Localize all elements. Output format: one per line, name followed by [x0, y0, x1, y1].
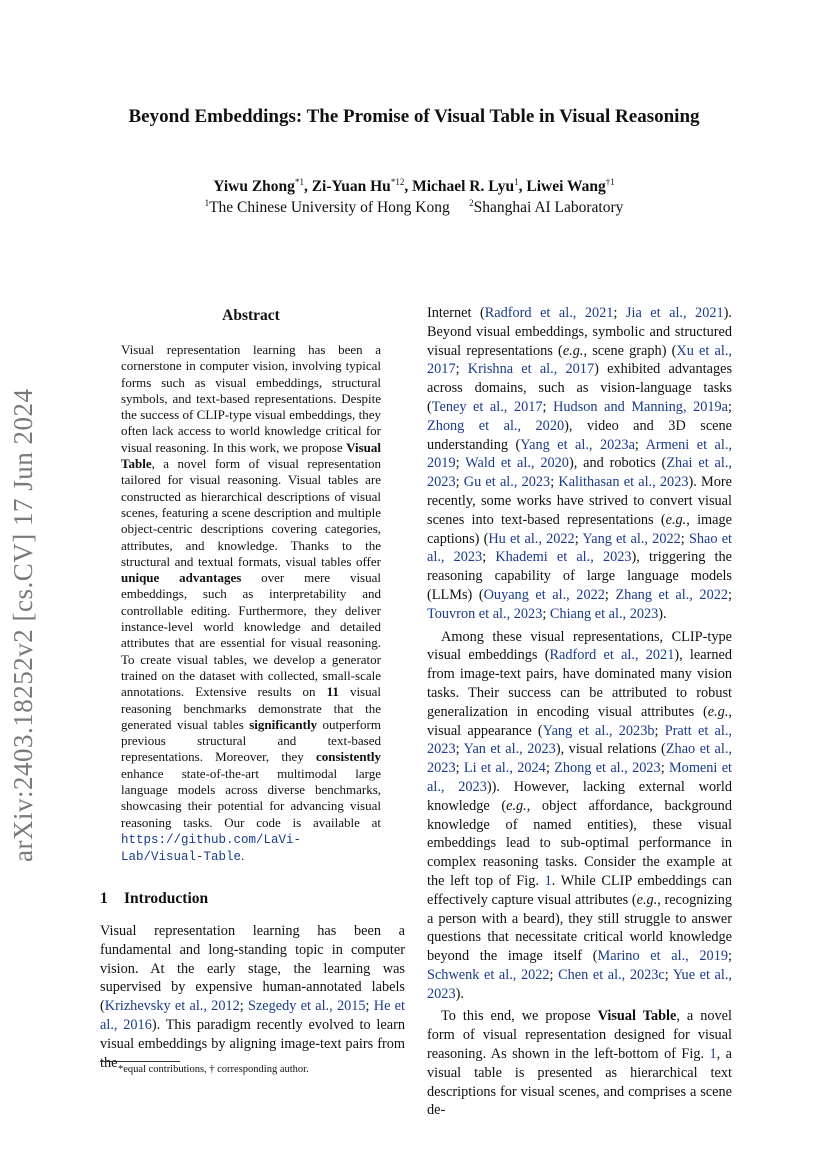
citation-link[interactable]: Gu et al., 2023	[463, 474, 551, 491]
section-title: Introduction	[124, 890, 209, 907]
author-name: Liwei Wang	[526, 178, 606, 196]
citation-link[interactable]: Zhai et al., 2023	[427, 455, 733, 491]
citation-link[interactable]: Yang et al., 2023b	[542, 722, 655, 739]
citation-link[interactable]: Pratt et al., 2023	[427, 722, 732, 758]
emphasis: Visual Table	[121, 439, 381, 472]
author-name: Michael R. Lyu	[412, 178, 515, 196]
emphasis: significantly	[249, 716, 318, 732]
emphasis: consistently	[316, 749, 381, 765]
code-repository-link[interactable]: https://github.com/LaVi-Lab/Visual-Table	[121, 832, 302, 865]
citation-link[interactable]: Jia et al., 2021	[625, 305, 724, 321]
citation-link[interactable]: Radford et al., 2021	[484, 305, 614, 321]
section-number: 1	[100, 890, 108, 907]
abstract-body: Visual representation learning has been a cornerstone in computer vision, involving typical forms such as visual embeddings, structural symbols, and text-based representations. Despite the success of CLIP-type visual embeddings, they often lack access to world knowledge critical for visual reasoning. In this work, we propose Visual Table, a novel form of visual representation tailored for visual reasoning. Visual tables are constructed as hierarchical descriptions of visual scenes, featuring a scene description and multiple object-centric descriptions covering categories, attributes, and knowledge. Thanks to the structural and textual formats, visual tables offer unique advantages over mere visual embeddings, such as interpretability and controllable editing. Furthermore, they deliver instance-level world knowledge and detailed attributes that are essential for visual reasoning. To create visual tables, we develop a generator trained on the dataset with collected, small-scale annotations. Extensive results on 11 visual reasoning benchmarks demonstrate that the generated visual tables significantly outperform previous structural and text-based representations. Moreover, they consistently enhance state-of-the-art multimodal large language models across diverse benchmarks, showcasing their potential for advancing visual reasoning tasks. Our code is available at https://github.com/LaVi-Lab/Visual-Table.	[121, 342, 382, 865]
body-paragraph: To this end, we propose Visual Table, a novel form of visual representation designed for visual reasoning. As shown in the left-bottom of Fig. 1, a visual table is presented as hierarchical text descriptions for visual scenes, and comprises a scene de-	[427, 1008, 732, 1119]
citation-link[interactable]: Teney et al., 2017	[431, 398, 543, 415]
author-mark: †1	[605, 177, 615, 187]
citation-link[interactable]: Yang et al., 2023a	[520, 436, 635, 453]
author-mark: *12	[390, 177, 405, 187]
citation-link[interactable]: Xu et al., 2017	[427, 342, 732, 378]
section-heading-introduction	[100, 890, 402, 908]
citation-link[interactable]: Chen et al., 2023c	[558, 966, 665, 983]
citation-link[interactable]: Yan et al., 2023	[463, 741, 556, 758]
citation-link[interactable]: Ouyang et al., 2022	[483, 586, 605, 603]
paper-title: Beyond Embeddings: The Promise of Visual Table in Visual Reasoning	[128, 106, 700, 127]
citation-link[interactable]: Szegedy et al., 2015	[248, 998, 366, 1015]
body-paragraph: Among these visual representations, CLIP-type visual embeddings (Radford et al., 2021), learned from image-text pairs, have dominated many vision tasks. Their success can be attributed to robust generalization in encoding visual attributes (e.g., visual appearance (Yang et al., 2023b; Pratt et al., 2023; Yan et al., 2023), visual relations (Zhao et al., 2023; Li et al., 2024; Zhong et al., 2023; Momeni et al., 2023)). However, lacking external world knowledge (e.g., object affordance, background knowledge of named entities), these visual embeddings lead to sub-optimal performance in complex reasoning tasks. Consider the example at the left top of Fig. 1. While CLIP embeddings can effectively capture visual attributes (e.g., recognizing a person with a beard), they still struggle to answer questions that necessitate critical world knowledge beyond the image itself (Marino et al., 2019; Schwenk et al., 2022; Chen et al., 2023c; Yue et al., 2023).	[427, 628, 733, 1002]
citation-link[interactable]: Krizhevsky et al., 2012	[104, 998, 240, 1015]
introduction-paragraph: Visual representation learning has been a fundamental and long-standing topic in computer vision. At the early stage, the learning was supervised by expensive human-annotated labels (Krizhevsky et al., 2012; Szegedy et al., 2015; He et al., 2016). This paradigm recently evolved to learn visual embeddings by aligning image-text pairs from the	[100, 923, 405, 1071]
arxiv-identifier-stamp: arXiv:2403.18252v2 [cs.CV] 17 Jun 2024	[8, 388, 38, 862]
author-name: Yiwu Zhong	[213, 178, 295, 196]
right-column	[427, 304, 732, 1120]
affiliation-name: The Chinese University of Hong Kong	[209, 199, 450, 217]
citation-link[interactable]: Yue et al., 2023	[427, 966, 733, 1002]
footnote: *equal contributions, † corresponding author.	[118, 1064, 309, 1075]
citation-link[interactable]: Krishna et al., 2017	[467, 361, 595, 378]
citation-link[interactable]: Armeni et al., 2019	[427, 436, 732, 472]
citation-link[interactable]: Hu et al., 2022	[488, 530, 575, 547]
figure-reference-link[interactable]: 1	[709, 1046, 717, 1063]
author-mark: *1	[294, 177, 304, 187]
affiliation-name: Shanghai AI Laboratory	[473, 199, 624, 217]
emphasis: Visual Table	[597, 1008, 677, 1025]
citation-link[interactable]: Momeni et al., 2023	[427, 760, 733, 795]
citation-link[interactable]: He et al., 2016	[100, 998, 405, 1033]
citation-link[interactable]: Schwenk et al., 2022	[427, 966, 550, 983]
citation-link[interactable]: Zhong et al., 2023	[554, 760, 661, 777]
citation-link[interactable]: Hudson and Manning, 2019a	[553, 398, 729, 415]
citation-link[interactable]: Khademi et al., 2023	[495, 549, 632, 566]
affiliation-mark: 1	[204, 198, 210, 208]
citation-link[interactable]: Yang et al., 2022	[582, 530, 681, 547]
citation-link[interactable]: Wald et al., 2020	[465, 455, 569, 472]
affiliation-list	[60, 198, 768, 217]
author-name: Zi-Yuan Hu	[311, 178, 391, 196]
citation-link[interactable]: Zhong et al., 2020	[427, 417, 565, 434]
author-list: Yiwu Zhong$^{*1}$, Zi-Yuan Hu$^{*12}$, Michael R. Lyu$^1$, Liwei Wang$^{\dagger 1}$	[213, 177, 615, 196]
emphasis: unique advantages	[121, 570, 242, 586]
citation-link[interactable]: Marino et al., 2019	[597, 948, 728, 965]
footnote-divider	[100, 1061, 180, 1062]
citation-link[interactable]: Li et al., 2024	[463, 760, 546, 777]
citation-link[interactable]: Zhao et al., 2023	[427, 741, 732, 777]
abstract-heading: Abstract	[222, 307, 280, 324]
citation-link[interactable]: Radford et al., 2021	[549, 647, 675, 664]
author-mark: 1	[514, 177, 519, 187]
citation-link[interactable]: Chiang et al., 2023	[549, 605, 659, 622]
emphasis: 11	[326, 684, 339, 700]
citation-link[interactable]: Touvron et al., 2023	[427, 605, 543, 622]
figure-reference-link[interactable]: 1	[544, 872, 552, 889]
affiliation-mark: 2	[469, 198, 474, 208]
body-paragraph: Internet (Radford et al., 2021; Jia et al., 2021). Beyond visual embeddings, symbolic and structured visual representations (e.g., scene graph) (Xu et al., 2017; Krishna et al., 2017) exhibited advantages across domains, such as vision-language tasks (Teney et al., 2017; Hudson and Manning, 2019a; Zhong et al., 2020), video and 3D scene understanding (Yang et al., 2023a; Armeni et al., 2019; Wald et al., 2020), and robotics (Zhai et al., 2023; Gu et al., 2023; Kalithasan et al., 2023). More recently, some works have strived to convert visual scenes into text-based representations (e.g., image captions) (Hu et al., 2022; Yang et al., 2022; Shao et al., 2023; Khademi et al., 2023), triggering the reasoning capability of large language models (LLMs) (Ouyang et al., 2022; Zhang et al., 2022; Touvron et al., 2023; Chiang et al., 2023).	[427, 305, 733, 622]
citation-link[interactable]: Zhang et al., 2022	[615, 586, 729, 603]
citation-link[interactable]: Shao et al., 2023	[427, 530, 733, 566]
citation-link[interactable]: Kalithasan et al., 2023	[558, 474, 689, 491]
